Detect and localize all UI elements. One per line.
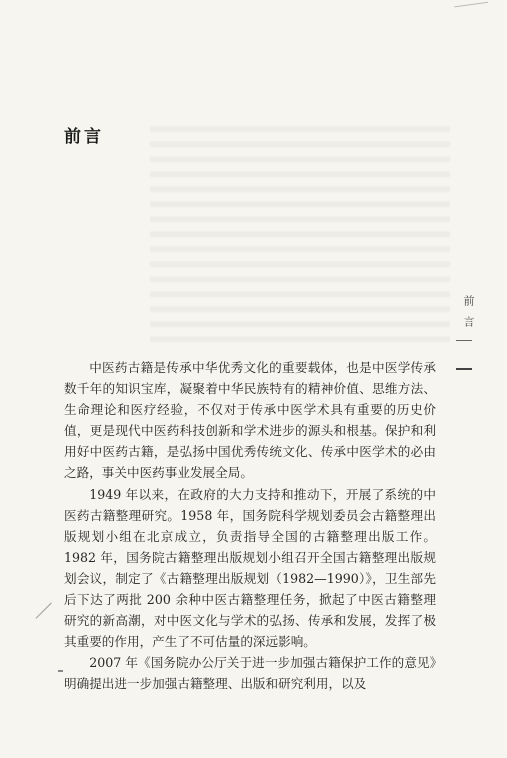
show-through-text xyxy=(150,118,450,348)
paragraph-2: 1949 年以来，在政府的大力支持和推动下，开展了系统的中医药古籍整理研究。1958 年，国务院科学规划委员会古籍整理出版规划小组在北京成立，负责指导全国的古籍整理出版工作。1982 年，国务院古籍整理出版规划小组召开全国古籍整理出版规划会议，制定了《古籍整理出版规划（1982—1990）》，卫生部先后下达了两批 200 余种中医古籍整理任务，掀起了中医古籍整理研究的新高潮，对中医文化与学术的弘扬、传承和发展，发挥了极其重要的作用，产生了不可估量的深远影响。 xyxy=(64,486,436,650)
running-head-rule xyxy=(456,340,472,341)
running-head: 前言 xyxy=(462,295,475,337)
page-heading: 前言 xyxy=(64,127,104,147)
body-text xyxy=(64,357,436,695)
paragraph-3: 2007 年《国务院办公厅关于进一步加强古籍保护工作的意见》明确提出进一步加强古籍整理、出版和研究利用，以及 xyxy=(64,655,436,692)
page-number xyxy=(452,368,476,370)
corner-mark xyxy=(454,2,489,20)
paragraph-1: 中医药古籍是传承中华优秀文化的重要载体，也是中医学传承数千年的知识宝库，凝聚着中华民族特有的精神价值、思维方法、生命理论和医疗经验，不仅对于传承中医学术具有重要的历史价值，更是现代中医药科技创新和学术进步的源头和根基。保护和利用好中医药古籍，是弘扬中国优秀传统文化、传承中医学术的必由之路，事关中医药事业发展全局。 xyxy=(64,360,436,481)
ink-speck xyxy=(58,670,63,672)
pencil-mark xyxy=(36,603,53,620)
